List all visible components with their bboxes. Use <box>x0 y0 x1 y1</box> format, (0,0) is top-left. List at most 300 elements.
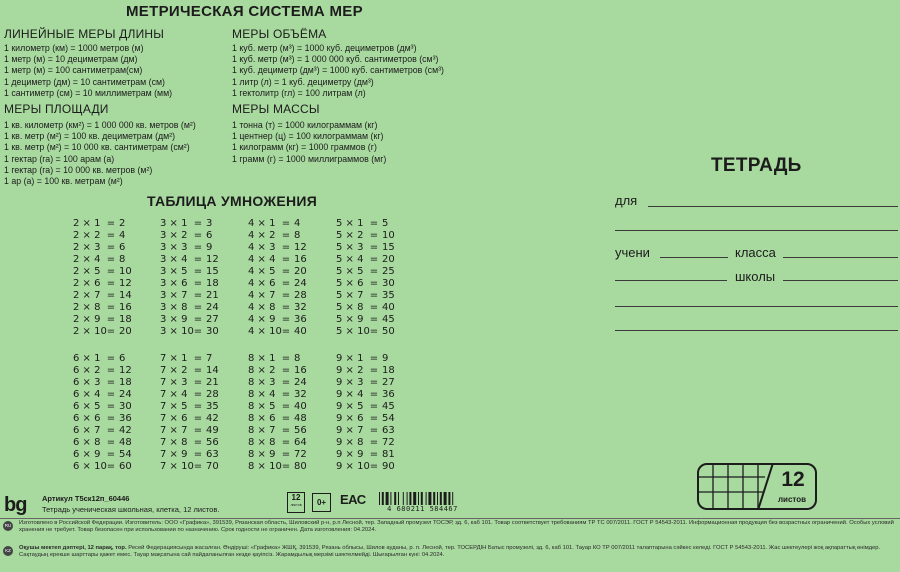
multiplication-row <box>73 425 132 437</box>
equals-sign: = <box>281 389 291 400</box>
multiplication-result: 18 <box>119 314 132 325</box>
equals-sign: = <box>369 389 379 400</box>
linear-line: 1 дециметр (дм) = 10 сантиметрам (см) <box>4 76 165 87</box>
multiplication-expression: 2 × 2 <box>73 230 101 241</box>
equals-sign: = <box>369 290 379 301</box>
multiplication-row <box>160 302 219 314</box>
equals-sign: = <box>193 314 203 325</box>
ru-legal-text: Изготовлено в Российской Федерации. Изготовитель: ООО «Графика», 391539, Рязанская область, Шиловский р-н, р.п Лесной, тер. Западный промузел ТОСЭР, зд. 6, каб 101. Товар соответствует требованиям ТР ТС 007/2011. ГОСТ Р 54543-2011. Информационная продукция без возрастных ограничений. Особых условий хранения не требует. Товар безопасен при использовании по назначению. Срок годности не ограничен. Дата изготовления: 04.2024. <box>19 520 894 534</box>
multiplication-result: 36 <box>119 413 132 424</box>
sheets-icon-count: 12 <box>291 493 301 502</box>
equals-sign: = <box>106 413 116 424</box>
sheets-icon <box>287 492 305 513</box>
area-list <box>4 120 196 187</box>
multiplication-result: 18 <box>119 377 132 388</box>
multiplication-column <box>336 353 395 473</box>
equals-sign: = <box>106 326 116 337</box>
multiplication-row <box>160 413 219 425</box>
equals-sign: = <box>281 377 291 388</box>
kz-legal-text <box>19 545 894 560</box>
multiplication-row <box>160 449 219 461</box>
multiplication-expression: 4 × 10 <box>248 326 282 337</box>
multiplication-result: 9 <box>206 242 213 253</box>
multiplication-result: 15 <box>382 242 395 253</box>
multiplication-result: 63 <box>382 425 395 436</box>
multiplication-row <box>248 302 307 314</box>
multiplication-expression: 8 × 3 <box>248 377 276 388</box>
multiplication-row <box>160 254 219 266</box>
equals-sign: = <box>193 266 203 277</box>
multiplication-result: 9 <box>382 353 389 364</box>
multiplication-expression: 9 × 3 <box>336 377 364 388</box>
multiplication-result: 6 <box>206 230 213 241</box>
multiplication-expression: 2 × 5 <box>73 266 101 277</box>
multiplication-row <box>73 353 132 365</box>
multiplication-expression: 4 × 3 <box>248 242 276 253</box>
equals-sign: = <box>369 254 379 265</box>
multiplication-row <box>160 353 219 365</box>
multiplication-expression: 2 × 8 <box>73 302 101 313</box>
multiplication-row <box>160 278 219 290</box>
multiplication-row <box>73 377 132 389</box>
multiplication-row <box>336 353 395 365</box>
multiplication-column <box>248 353 307 473</box>
student-line[interactable] <box>660 257 728 258</box>
for-line[interactable] <box>648 206 898 207</box>
mass-line: 1 килограмм (кг) = 1000 граммов (г) <box>232 142 377 153</box>
product-description: Тетрадь ученическая школьная, клетка, 12 листов. <box>42 505 220 514</box>
equals-sign: = <box>369 377 379 388</box>
equals-sign: = <box>106 353 116 364</box>
multiplication-result: 90 <box>382 461 395 472</box>
multiplication-result: 54 <box>382 413 395 424</box>
kz-flag-icon: KZ <box>3 546 13 556</box>
extra-line-1[interactable] <box>615 306 898 307</box>
class-line[interactable] <box>783 257 898 258</box>
multiplication-result: 48 <box>294 413 307 424</box>
multiplication-row <box>336 413 395 425</box>
multiplication-result: 35 <box>382 290 395 301</box>
multiplication-row <box>248 314 307 326</box>
multiplication-result: 2 <box>119 218 126 229</box>
multiplication-result: 70 <box>206 461 219 472</box>
multiplication-result: 40 <box>382 302 395 313</box>
equals-sign: = <box>369 218 379 229</box>
multiplication-expression: 3 × 8 <box>160 302 188 313</box>
multiplication-row <box>73 389 132 401</box>
volume-line: 1 куб. дециметр (дм³) = 1000 куб. сантиметров (см³) <box>232 65 444 76</box>
multiplication-result: 3 <box>206 218 213 229</box>
equals-sign: = <box>281 290 291 301</box>
sheets-icon-unit: листов <box>290 503 302 507</box>
multiplication-result: 63 <box>206 449 219 460</box>
multiplication-result: 7 <box>206 353 213 364</box>
equals-sign: = <box>106 314 116 325</box>
multiplication-row <box>73 290 132 302</box>
multiplication-expression: 3 × 3 <box>160 242 188 253</box>
multiplication-column <box>160 353 219 473</box>
page-title: МЕТРИЧЕСКАЯ СИСТЕМА МЕР <box>126 3 363 20</box>
multiplication-row <box>336 254 395 266</box>
equals-sign: = <box>106 278 116 289</box>
mass-line: 1 грамм (г) = 1000 миллиграммов (мг) <box>232 153 387 164</box>
kz-legal-title: Оқушы мектеп дәптері, 12 парақ, тор. <box>19 545 127 551</box>
extra-line-2[interactable] <box>615 330 898 331</box>
equals-sign: = <box>193 377 203 388</box>
multiplication-result: 25 <box>382 266 395 277</box>
multiplication-result: 40 <box>294 401 307 412</box>
multiplication-result: 35 <box>206 401 219 412</box>
multiplication-row <box>248 413 307 425</box>
multiplication-title: ТАБЛИЦА УМНОЖЕНИЯ <box>147 193 318 209</box>
student-label: учени <box>615 245 650 260</box>
equals-sign: = <box>106 425 116 436</box>
multiplication-expression: 5 × 5 <box>336 266 364 277</box>
volume-line: 1 куб. метр (м³) = 1000 куб. дециметров (дм³) <box>232 43 417 53</box>
multiplication-row <box>160 389 219 401</box>
equals-sign: = <box>106 377 116 388</box>
multiplication-result: 56 <box>294 425 307 436</box>
multiplication-result: 27 <box>382 377 395 388</box>
equals-sign: = <box>193 389 203 400</box>
multiplication-result: 24 <box>294 278 307 289</box>
area-line: 1 ар (а) = 100 кв. метрам (м²) <box>4 176 123 187</box>
multiplication-result: 5 <box>382 218 389 229</box>
area-section-title: МЕРЫ ПЛОЩАДИ <box>4 102 109 116</box>
multiplication-expression: 2 × 10 <box>73 326 107 337</box>
multiplication-row <box>248 437 307 449</box>
multiplication-row <box>248 254 307 266</box>
equals-sign: = <box>193 353 203 364</box>
school-line[interactable] <box>783 280 898 281</box>
multiplication-row <box>160 365 219 377</box>
multiplication-row <box>336 389 395 401</box>
multiplication-expression: 6 × 4 <box>73 389 101 400</box>
equals-sign: = <box>369 242 379 253</box>
multiplication-expression: 7 × 4 <box>160 389 188 400</box>
equals-sign: = <box>281 425 291 436</box>
mass-section-title: МЕРЫ МАССЫ <box>232 102 320 116</box>
equals-sign: = <box>281 413 291 424</box>
multiplication-expression: 4 × 7 <box>248 290 276 301</box>
multiplication-expression: 5 × 3 <box>336 242 364 253</box>
multiplication-expression: 4 × 2 <box>248 230 276 241</box>
multiplication-result: 81 <box>382 449 395 460</box>
multiplication-expression: 2 × 7 <box>73 290 101 301</box>
multiplication-expression: 5 × 7 <box>336 290 364 301</box>
equals-sign: = <box>369 314 379 325</box>
multiplication-result: 32 <box>294 302 307 313</box>
equals-sign: = <box>193 365 203 376</box>
multiplication-row <box>160 266 219 278</box>
multiplication-expression: 9 × 10 <box>336 461 370 472</box>
multiplication-expression: 8 × 1 <box>248 353 276 364</box>
equals-sign: = <box>369 353 379 364</box>
equals-sign: = <box>281 314 291 325</box>
equals-sign: = <box>369 302 379 313</box>
multiplication-expression: 3 × 9 <box>160 314 188 325</box>
equals-sign: = <box>106 449 116 460</box>
multiplication-row <box>248 326 307 338</box>
name-line[interactable] <box>615 230 898 231</box>
ru-flag-icon: RU <box>3 521 13 531</box>
equals-sign: = <box>193 425 203 436</box>
multiplication-result: 18 <box>206 278 219 289</box>
mass-line: 1 центнер (ц) = 100 килограммам (кг) <box>232 131 384 142</box>
multiplication-column <box>73 353 132 473</box>
multiplication-result: 36 <box>294 314 307 325</box>
multiplication-result: 27 <box>206 314 219 325</box>
equals-sign: = <box>193 218 203 229</box>
multiplication-expression: 3 × 7 <box>160 290 188 301</box>
equals-sign: = <box>281 230 291 241</box>
linear-line: 1 сантиметр (см) = 10 миллиметрам (мм) <box>4 87 173 98</box>
class-label: класса <box>735 245 776 260</box>
multiplication-expression: 2 × 3 <box>73 242 101 253</box>
multiplication-result: 72 <box>382 437 395 448</box>
multiplication-expression: 7 × 9 <box>160 449 188 460</box>
multiplication-expression: 8 × 2 <box>248 365 276 376</box>
multiplication-expression: 8 × 10 <box>248 461 282 472</box>
multiplication-expression: 6 × 3 <box>73 377 101 388</box>
mass-list <box>232 120 386 165</box>
equals-sign: = <box>281 437 291 448</box>
multiplication-result: 4 <box>119 230 126 241</box>
article-number: Артикул Т5ск12п_60446 <box>42 494 130 503</box>
equals-sign: = <box>106 290 116 301</box>
equals-sign: = <box>369 449 379 460</box>
multiplication-result: 12 <box>119 278 132 289</box>
equals-sign: = <box>193 437 203 448</box>
equals-sign: = <box>193 461 203 472</box>
multiplication-result: 10 <box>382 230 395 241</box>
equals-sign: = <box>193 449 203 460</box>
multiplication-result: 28 <box>206 389 219 400</box>
multiplication-result: 54 <box>119 449 132 460</box>
multiplication-row <box>248 377 307 389</box>
multiplication-row <box>248 461 307 473</box>
multiplication-result: 56 <box>206 437 219 448</box>
multiplication-row <box>73 254 132 266</box>
footer-divider <box>0 518 900 519</box>
equals-sign: = <box>106 401 116 412</box>
badge-count: 12 <box>781 468 805 491</box>
multiplication-expression: 2 × 1 <box>73 218 101 229</box>
multiplication-expression: 3 × 2 <box>160 230 188 241</box>
linear-line: 1 метр (м) = 100 сантиметрам(см) <box>4 65 143 76</box>
multiplication-row <box>73 449 132 461</box>
equals-sign: = <box>106 218 116 229</box>
multiplication-row <box>160 290 219 302</box>
multiplication-result: 18 <box>382 365 395 376</box>
multiplication-row <box>248 401 307 413</box>
multiplication-expression: 9 × 6 <box>336 413 364 424</box>
multiplication-expression: 8 × 4 <box>248 389 276 400</box>
multiplication-row <box>336 377 395 389</box>
linear-section-title: ЛИНЕЙНЫЕ МЕРЫ ДЛИНЫ <box>4 27 165 41</box>
multiplication-expression: 2 × 6 <box>73 278 101 289</box>
multiplication-row <box>160 314 219 326</box>
equals-sign: = <box>193 230 203 241</box>
multiplication-result: 30 <box>206 326 219 337</box>
equals-sign: = <box>281 266 291 277</box>
multiplication-row <box>336 461 395 473</box>
multiplication-result: 60 <box>119 461 132 472</box>
kz-legal-body: Ресей Федерациясында жасалған. Өндіруші: «Графика» ЖШҚ, 391539, Рязань облысы, Шилов ауданы, р. п. Лесной, тер. ТОСЕРДІН Батыс промузелі, зд. 6, каб 101. Тауар КО ТР 007/2011 талаптарына сәйкес келеді. ГОСТ Р 54543-2011. Жас шектеулері жоқ ақпараттық өнімдер. Сақтаудың ерекше шарттары қажет емес. Тауар мақсатына сай пайдаланылған кезде қауіпсіз. Жарамдылық мерзімі шектелмейді. Шығарылған күні: 04.2024. <box>19 545 881 559</box>
multiplication-expression: 6 × 5 <box>73 401 101 412</box>
multiplication-row <box>73 413 132 425</box>
equals-sign: = <box>106 266 116 277</box>
multiplication-result: 24 <box>206 302 219 313</box>
equals-sign: = <box>281 461 291 472</box>
area-line: 1 кв. метр (м²) = 100 кв. дециметрам (дм²) <box>4 131 176 142</box>
equals-sign: = <box>369 461 379 472</box>
multiplication-result: 21 <box>206 290 219 301</box>
equals-sign: = <box>106 302 116 313</box>
multiplication-expression: 3 × 1 <box>160 218 188 229</box>
linear-list <box>4 43 172 99</box>
multiplication-expression: 4 × 8 <box>248 302 276 313</box>
multiplication-result: 40 <box>294 326 307 337</box>
multiplication-expression: 6 × 6 <box>73 413 101 424</box>
multiplication-expression: 3 × 6 <box>160 278 188 289</box>
multiplication-expression: 9 × 1 <box>336 353 364 364</box>
multiplication-expression: 7 × 2 <box>160 365 188 376</box>
multiplication-result: 10 <box>119 266 132 277</box>
multiplication-expression: 8 × 5 <box>248 401 276 412</box>
multiplication-expression: 8 × 8 <box>248 437 276 448</box>
multiplication-result: 16 <box>119 302 132 313</box>
multiplication-expression: 4 × 9 <box>248 314 276 325</box>
multiplication-result: 30 <box>382 278 395 289</box>
multiplication-row <box>248 230 307 242</box>
equals-sign: = <box>106 437 116 448</box>
sheets-badge <box>697 463 817 510</box>
volume-line: 1 гектолитр (гл) = 100 литрам (л) <box>232 87 366 98</box>
multiplication-expression: 7 × 10 <box>160 461 194 472</box>
multiplication-expression: 8 × 6 <box>248 413 276 424</box>
multiplication-result: 14 <box>206 365 219 376</box>
multiplication-result: 20 <box>382 254 395 265</box>
equals-sign: = <box>281 218 291 229</box>
multiplication-expression: 8 × 7 <box>248 425 276 436</box>
school-label: школы <box>735 269 776 284</box>
equals-sign: = <box>369 266 379 277</box>
multiplication-expression: 7 × 1 <box>160 353 188 364</box>
multiplication-expression: 5 × 10 <box>336 326 370 337</box>
multiplication-expression: 9 × 9 <box>336 449 364 460</box>
equals-sign: = <box>281 254 291 265</box>
equals-sign: = <box>106 389 116 400</box>
multiplication-row <box>73 242 132 254</box>
equals-sign: = <box>193 413 203 424</box>
multiplication-row <box>248 389 307 401</box>
multiplication-expression: 6 × 10 <box>73 461 107 472</box>
equals-sign: = <box>281 401 291 412</box>
multiplication-row <box>336 266 395 278</box>
multiplication-result: 8 <box>294 353 301 364</box>
multiplication-result: 6 <box>119 353 126 364</box>
multiplication-expression: 7 × 6 <box>160 413 188 424</box>
multiplication-expression: 7 × 5 <box>160 401 188 412</box>
multiplication-result: 30 <box>119 401 132 412</box>
school-number-line[interactable] <box>615 280 727 281</box>
barcode-number: 4 680211 584467 <box>375 505 470 513</box>
multiplication-row <box>336 218 395 230</box>
multiplication-row <box>248 266 307 278</box>
multiplication-row <box>336 365 395 377</box>
multiplication-result: 20 <box>119 326 132 337</box>
multiplication-row <box>336 242 395 254</box>
multiplication-expression: 3 × 4 <box>160 254 188 265</box>
equals-sign: = <box>281 278 291 289</box>
multiplication-result: 36 <box>382 389 395 400</box>
multiplication-expression: 4 × 6 <box>248 278 276 289</box>
multiplication-row <box>73 314 132 326</box>
multiplication-row <box>73 461 132 473</box>
equals-sign: = <box>106 242 116 253</box>
area-line: 1 кв. метр (м²) = 10 000 кв. сантиметрам (см²) <box>4 142 190 153</box>
multiplication-result: 32 <box>294 389 307 400</box>
multiplication-result: 50 <box>382 326 395 337</box>
area-line: 1 гектар (га) = 10 000 кв. метров (м²) <box>4 164 153 175</box>
multiplication-expression: 6 × 8 <box>73 437 101 448</box>
multiplication-result: 49 <box>206 425 219 436</box>
area-line: 1 гектар (га) = 100 арам (а) <box>4 153 115 164</box>
multiplication-result: 12 <box>206 254 219 265</box>
multiplication-expression: 4 × 4 <box>248 254 276 265</box>
multiplication-row <box>160 230 219 242</box>
multiplication-expression: 9 × 5 <box>336 401 364 412</box>
multiplication-column <box>248 218 307 338</box>
equals-sign: = <box>281 242 291 253</box>
multiplication-result: 12 <box>294 242 307 253</box>
multiplication-expression: 9 × 4 <box>336 389 364 400</box>
multiplication-result: 14 <box>119 290 132 301</box>
multiplication-result: 80 <box>294 461 307 472</box>
multiplication-expression: 8 × 9 <box>248 449 276 460</box>
multiplication-row <box>248 425 307 437</box>
volume-section-title: МЕРЫ ОБЪЁМА <box>232 27 327 41</box>
badge-unit: листов <box>777 495 807 504</box>
multiplication-row <box>336 290 395 302</box>
multiplication-expression: 6 × 7 <box>73 425 101 436</box>
multiplication-expression: 5 × 1 <box>336 218 364 229</box>
multiplication-result: 8 <box>294 230 301 241</box>
volume-list <box>232 43 444 99</box>
multiplication-result: 16 <box>294 365 307 376</box>
multiplication-result: 24 <box>119 389 132 400</box>
multiplication-expression: 9 × 8 <box>336 437 364 448</box>
multiplication-result: 72 <box>294 449 307 460</box>
multiplication-expression: 2 × 9 <box>73 314 101 325</box>
linear-line: 1 метр (м) = 10 дециметрам (дм) <box>4 54 138 65</box>
multiplication-expression: 7 × 3 <box>160 377 188 388</box>
multiplication-expression: 6 × 9 <box>73 449 101 460</box>
multiplication-row <box>160 377 219 389</box>
multiplication-result: 6 <box>119 242 126 253</box>
equals-sign: = <box>281 302 291 313</box>
multiplication-row <box>336 425 395 437</box>
multiplication-expression: 6 × 1 <box>73 353 101 364</box>
equals-sign: = <box>193 278 203 289</box>
equals-sign: = <box>193 401 203 412</box>
equals-sign: = <box>106 230 116 241</box>
equals-sign: = <box>106 254 116 265</box>
equals-sign: = <box>369 425 379 436</box>
multiplication-row <box>160 326 219 338</box>
multiplication-row <box>336 314 395 326</box>
